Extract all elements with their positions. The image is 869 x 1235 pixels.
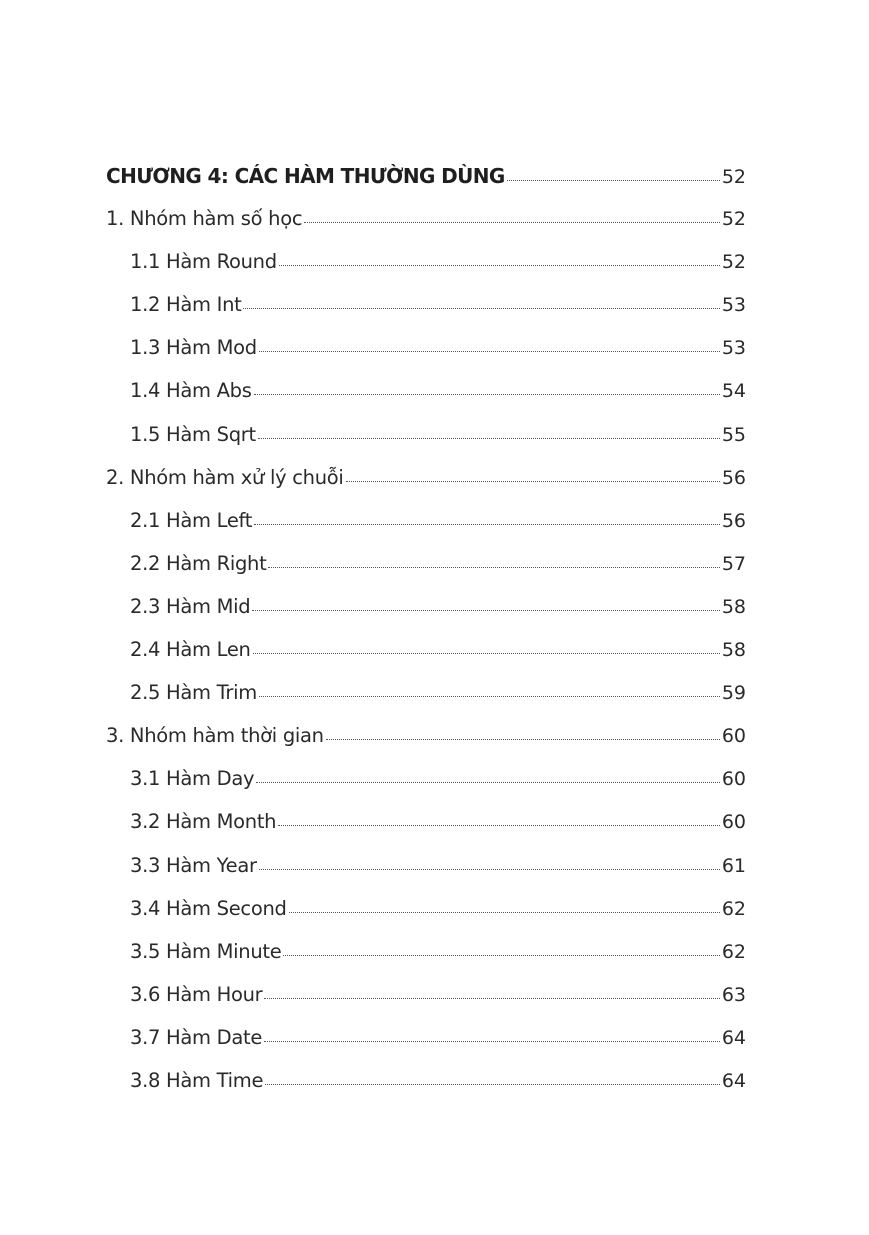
toc-page-number: 52: [721, 166, 746, 188]
toc-subsection-2-2[interactable]: [106, 552, 746, 595]
toc-page-number: 53: [721, 294, 746, 317]
toc-dot-leader: [258, 438, 720, 439]
toc-section-2[interactable]: [106, 466, 746, 509]
toc-entry-label: 2.1 Hàm Left: [130, 508, 253, 532]
toc-entry-label: 1. Nhóm hàm số học: [106, 207, 303, 231]
toc-dot-leader: [304, 222, 720, 223]
toc-section-3[interactable]: [106, 724, 746, 767]
toc-entry-label: 3.2 Hàm Month: [130, 810, 277, 834]
toc-subsection-2-4[interactable]: [106, 638, 746, 681]
toc-dot-leader: [254, 394, 720, 395]
toc-dot-leader: [256, 782, 720, 783]
toc-subsection-3-8[interactable]: [106, 1069, 746, 1112]
toc-dot-leader: [268, 567, 719, 568]
toc-entry-label: 1.1 Hàm Round: [130, 250, 277, 274]
toc-entry-label: 3.6 Hàm Hour: [130, 982, 263, 1006]
toc-dot-leader: [279, 265, 720, 266]
toc-dot-leader: [507, 180, 720, 181]
toc-dot-leader: [259, 869, 720, 870]
toc-entry-label: 1.4 Hàm Abs: [130, 379, 252, 403]
toc-page-number: 58: [721, 639, 746, 662]
toc-page-number: 59: [721, 682, 746, 705]
toc-section-1[interactable]: [106, 207, 746, 250]
toc-dot-leader: [252, 610, 719, 611]
toc-page-number: 60: [721, 725, 746, 748]
toc-dot-leader: [326, 739, 720, 740]
toc-entry-label: 1.2 Hàm Int: [130, 293, 242, 317]
toc-entry-label: 2.3 Hàm Mid: [130, 594, 251, 618]
toc-entry-label: 3.1 Hàm Day: [130, 767, 255, 791]
toc-entry-label: 3.3 Hàm Year: [130, 853, 257, 877]
toc-dot-leader: [264, 1041, 720, 1042]
toc-dot-leader: [289, 912, 720, 913]
toc-entry-label: 1.5 Hàm Sqrt: [130, 422, 256, 446]
toc-page-number: 60: [721, 811, 746, 834]
toc-dot-leader: [254, 524, 720, 525]
toc-dot-leader: [283, 955, 719, 956]
toc-dot-leader: [278, 825, 720, 826]
toc-page-number: 61: [721, 854, 746, 877]
toc-entry-label: 2.4 Hàm Len: [130, 638, 251, 662]
toc-entry-label: 3.5 Hàm Minute: [130, 939, 282, 963]
toc-subsection-3-3[interactable]: [106, 854, 746, 897]
toc-page-number: 64: [721, 1026, 746, 1049]
toc-dot-leader: [243, 308, 719, 309]
toc-subsection-2-5[interactable]: [106, 681, 746, 724]
toc-subsection-3-1[interactable]: [106, 767, 746, 810]
toc-subsection-3-7[interactable]: [106, 1026, 746, 1069]
toc-entry-label: 3.4 Hàm Second: [130, 896, 287, 920]
toc-page-number: 57: [721, 552, 746, 575]
toc-entry-label: 2.5 Hàm Trim: [130, 681, 257, 705]
toc-entry-label: 2.2 Hàm Right: [130, 551, 267, 575]
toc-page-number: 52: [721, 251, 746, 274]
toc-subsection-2-1[interactable]: [106, 509, 746, 552]
toc-page-number: 56: [721, 509, 746, 532]
toc-entry-label: 3.7 Hàm Date: [130, 1025, 263, 1049]
toc-subsection-3-2[interactable]: [106, 810, 746, 853]
toc-dot-leader: [253, 653, 720, 654]
toc-subsection-3-5[interactable]: [106, 940, 746, 983]
toc-page-number: 55: [721, 423, 746, 446]
toc-subsection-1-5[interactable]: [106, 423, 746, 466]
toc-subsection-3-4[interactable]: [106, 897, 746, 940]
toc-page-number: 52: [721, 208, 746, 231]
toc-dot-leader: [259, 351, 720, 352]
toc-subsection-2-3[interactable]: [106, 595, 746, 638]
toc-subsection-1-3[interactable]: [106, 336, 746, 379]
toc-subsection-3-6[interactable]: [106, 983, 746, 1026]
toc-subsection-1-4[interactable]: [106, 379, 746, 422]
table-of-contents: [106, 164, 746, 1112]
toc-dot-leader: [265, 1084, 720, 1085]
toc-page-number: 60: [721, 768, 746, 791]
toc-subsection-1-2[interactable]: [106, 293, 746, 336]
toc-subsection-1-1[interactable]: [106, 250, 746, 293]
toc-entry-label: 3.8 Hàm Time: [130, 1068, 264, 1092]
toc-chapter-heading[interactable]: [106, 164, 746, 207]
toc-page-number: 62: [721, 897, 746, 920]
toc-entry-label: 1.3 Hàm Mod: [130, 336, 257, 360]
toc-dot-leader: [259, 696, 720, 697]
toc-page-number: 64: [721, 1069, 746, 1092]
toc-page-number: 58: [721, 595, 746, 618]
toc-entry-label: 3. Nhóm hàm thời gian: [106, 724, 324, 748]
toc-chapter-title: CHƯƠNG 4: CÁC HÀM THƯỜNG DÙNG: [106, 164, 505, 188]
toc-dot-leader: [346, 481, 720, 482]
toc-page-number: 62: [721, 940, 746, 963]
toc-page-number: 54: [721, 380, 746, 403]
toc-dot-leader: [264, 998, 719, 999]
toc-entry-label: 2. Nhóm hàm xử lý chuỗi: [106, 465, 344, 489]
toc-page-number: 53: [721, 337, 746, 360]
toc-page-number: 56: [721, 466, 746, 489]
toc-page-number: 63: [721, 983, 746, 1006]
